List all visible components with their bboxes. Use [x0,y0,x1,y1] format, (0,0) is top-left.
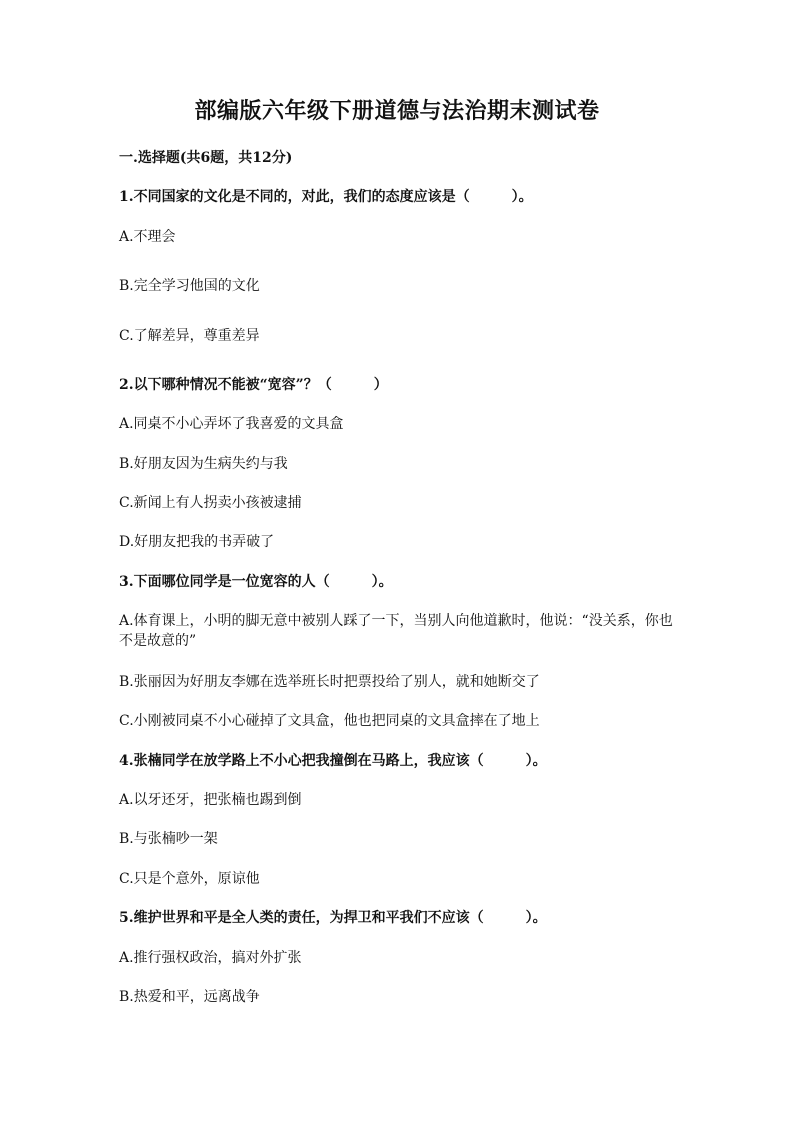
question-5-stem: 5.维护世界和平是全人类的责任，为捍卫和平我们不应该（ ）。 [119,910,547,926]
question-5-option-b: B.热爱和平，远离战争 [119,989,260,1005]
question-2-option-c: C.新闻上有人拐卖小孩被逮捕 [119,495,302,511]
question-2-stem: 2.以下哪种情况不能被“宽容”？（ ） [119,377,388,393]
question-4-option-a: A.以牙还牙，把张楠也踢到倒 [119,792,302,808]
section-heading: 一.选择题(共6题，共12分) [119,150,293,166]
question-1-option-b: B.完全学习他国的文化 [119,278,260,294]
question-1-option-c: C.了解差异，尊重差异 [119,328,260,344]
question-4-stem: 4.张楠同学在放学路上不小心把我撞倒在马路上，我应该（ ）。 [119,753,547,769]
question-2-option-a: A.同桌不小心弄坏了我喜爱的文具盒 [119,416,344,432]
question-3-stem: 3.下面哪位同学是一位宽容的人（ ）。 [119,574,393,590]
question-3-option-c: C.小刚被同桌不小心碰掉了文具盒，他也把同桌的文具盒摔在了地上 [119,713,540,729]
question-3-option-b: B.张丽因为好朋友李娜在选举班长时把票投给了别人，就和她断交了 [119,674,540,690]
question-2-option-d: D.好朋友把我的书弄破了 [119,534,275,550]
question-5-option-a: A.推行强权政治，搞对外扩张 [119,950,302,966]
question-1-option-a: A.不理会 [119,229,176,245]
question-4-option-c: C.只是个意外，原谅他 [119,871,260,887]
question-3-option-a: A.体育课上，小明的脚无意中被别人踩了一下，当别人向他道歉时，他说：“没关系，你也不是故意的” [119,613,673,649]
question-2-option-b: B.好朋友因为生病失约与我 [119,456,288,472]
exam-title: 部编版六年级下册道德与法治期末测试卷 [194,98,600,124]
question-4-option-b: B.与张楠吵一架 [119,831,218,847]
question-1-stem: 1.不同国家的文化是不同的，对此，我们的态度应该是（ ）。 [119,189,533,205]
